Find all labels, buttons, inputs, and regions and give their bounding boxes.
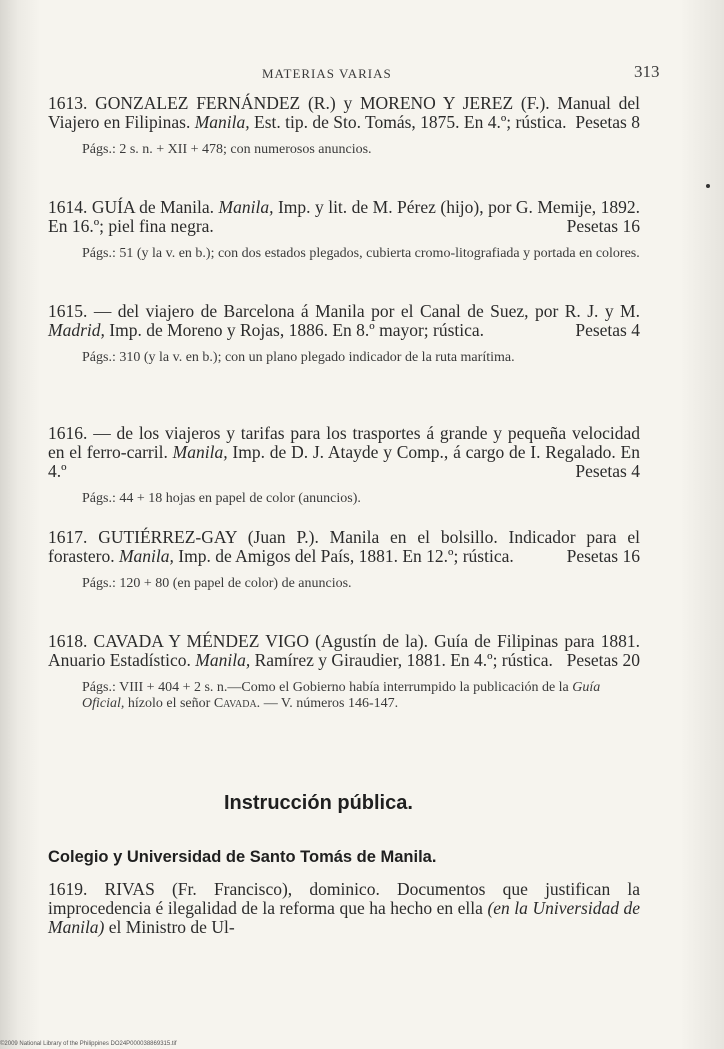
scan-credit: ©2009 National Library of the Philippines DO24P000038869315.tif xyxy=(0,1041,177,1047)
catalog-entry-1616 xyxy=(48,424,640,507)
entry-text: 1618. CAVADA Y MÉNDEZ VIGO (Agustín de la). Guía de Filipinas para 1881. Anuario Estadístico. Manila, Ramírez y Giraudier, 1881. En 4.º; rústica. Pesetas 20 xyxy=(48,631,640,670)
page-number: 313 xyxy=(634,62,660,81)
publication-place: Manila, xyxy=(195,650,251,670)
catalog-entry-1614 xyxy=(48,198,640,262)
publication-place: Madrid, xyxy=(48,320,105,340)
entry-text: 1619. RIVAS (Fr. Francisco), dominico. Documentos que justifican la improcedencia é ilegalidad de la reforma que ha hecho en ella (en la Universidad de Manila) el Ministro de Ul- xyxy=(48,879,641,937)
entry-text: 1616. — de los viajeros y tarifas para los trasportes á grande y pequeña velocidad en el ferro-carril. Manila, Imp. de D. J. Atayde y Comp., á cargo de I. Regalado. En 4.º Pesetas 4 xyxy=(48,423,641,481)
section-heading: Instrucción pública. xyxy=(224,792,413,814)
entry-number: 1615. xyxy=(48,301,88,321)
entry-note: Págs.: 51 (y la v. en b.); con dos estados plegados, cubierta cromo-litografiada y portada en colores. xyxy=(82,246,640,261)
entry-number: 1618. xyxy=(48,631,88,651)
entry-note: Págs.: 310 (y la v. en b.); con un plano plegado indicador de la ruta marítima. xyxy=(82,350,515,365)
entry-note: Págs.: VIII + 404 + 2 s. n.—Como el Gobierno había interrumpido la publicación de la Guía Oficial, hízolo el señor Cavada. — V. números 146-147. xyxy=(82,680,601,711)
subsection-heading: Colegio y Universidad de Santo Tomás de Manila. xyxy=(48,848,437,866)
publication-place: Manila, xyxy=(194,112,250,132)
entry-text: 1615. — del viajero de Barcelona á Manila por el Canal de Suez, por R. J. y M. Madrid, Imp. de Moreno y Rojas, 1886. En 8.º mayor; rústica. Pesetas 4 xyxy=(48,301,640,340)
publication-place: Manila, xyxy=(218,197,274,217)
price: Pesetas 4 xyxy=(575,461,640,481)
catalog-entry-1618 xyxy=(48,632,640,712)
entry-number: 1619. xyxy=(48,879,88,899)
price: Pesetas 20 xyxy=(566,650,640,670)
entry-note: Págs.: 44 + 18 hojas en papel de color (anuncios). xyxy=(82,491,361,506)
entry-text: 1617. GUTIÉRREZ-GAY (Juan P.). Manila en el bolsillo. Indicador para el forastero. Manila, Imp. de Amigos del País, 1881. En 12.º; rústica. Pesetas 16 xyxy=(48,527,640,566)
entry-number: 1614. xyxy=(48,197,88,217)
entry-note: Págs.: 2 s. n. + XII + 478; con numerosos anuncios. xyxy=(82,142,372,157)
catalog-entry-1619 xyxy=(48,880,640,937)
entry-text: 1614. GUÍA de Manila. Manila, Imp. y lit. de M. Pérez (hijo), por G. Memije, 1892. En 16.º; piel fina negra. Pesetas 16 xyxy=(48,197,641,236)
entry-number: 1613. xyxy=(48,93,88,113)
catalog-entry-1613 xyxy=(48,94,640,158)
publication-place: Manila, xyxy=(172,442,228,462)
price: Pesetas 8 xyxy=(575,112,640,132)
ink-speck xyxy=(706,184,710,188)
price: Pesetas 4 xyxy=(575,320,640,340)
entry-text: 1613. GONZALEZ FERNÁNDEZ (R.) y MORENO Y JEREZ (F.). Manual del Viajero en Filipinas. Manila, Est. tip. de Sto. Tomás, 1875. En 4.º; rústica. Pesetas 8 xyxy=(48,93,641,132)
price: Pesetas 16 xyxy=(566,216,640,236)
catalog-entry-1617 xyxy=(48,528,640,592)
entry-number: 1616. xyxy=(48,423,88,443)
running-head: MATERIAS VARIAS xyxy=(262,66,392,81)
entry-number: 1617. xyxy=(48,527,88,547)
entry-note: Págs.: 120 + 80 (en papel de color) de anuncios. xyxy=(82,576,352,591)
catalog-entry-1615 xyxy=(48,302,640,366)
publication-place: Manila, xyxy=(118,546,174,566)
price: Pesetas 16 xyxy=(566,546,640,566)
